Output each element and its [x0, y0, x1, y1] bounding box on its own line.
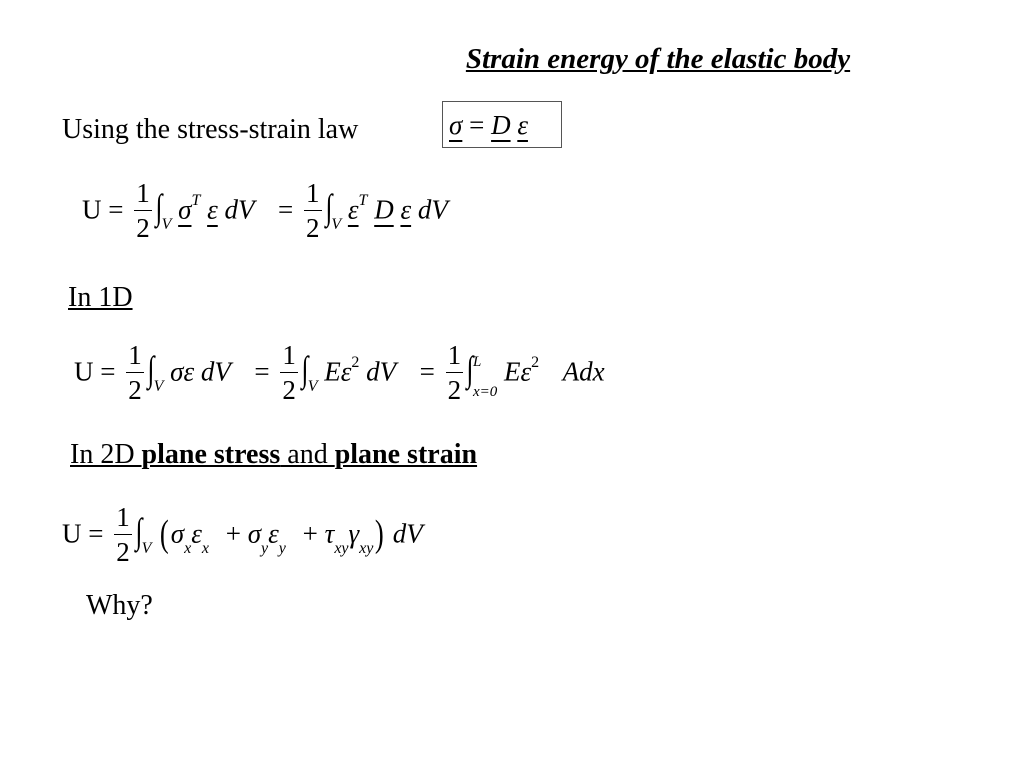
- eq3-integral: ∫: [135, 510, 143, 551]
- heading-2d-and: and: [280, 439, 335, 470]
- eq2-square: 2: [351, 353, 360, 371]
- eq3-tau: τ: [324, 518, 335, 549]
- eq1-equals-2: =: [278, 194, 294, 225]
- eq1-eps-2: ε: [400, 194, 412, 225]
- why-question: Why?: [86, 590, 153, 621]
- eq2-square-2: 2: [531, 353, 540, 371]
- eq2-eps: ε: [183, 356, 195, 387]
- eq1-limit-v-2: V: [331, 215, 342, 233]
- eq3-plus-2: +: [302, 518, 318, 549]
- eq3-sigma-x: σ: [170, 518, 185, 549]
- eq2-limit-v-2: V: [307, 377, 318, 395]
- eq3-plus: +: [225, 518, 241, 549]
- eq1-half-fraction-2: $\frac{1}{2}$: [306, 178, 320, 243]
- eq3-right-paren: ): [375, 512, 385, 555]
- law-d: D: [491, 110, 511, 140]
- eq2-upper-limit: L: [473, 353, 482, 370]
- eq1-d: D: [374, 194, 394, 225]
- slide-title: Strain energy of the elastic body: [465, 43, 851, 75]
- eq3-sub-y: y: [261, 539, 269, 557]
- eq2-half-fraction-3: $\frac{1}{2}$: [447, 340, 462, 405]
- stress-strain-law-equation: [449, 112, 528, 139]
- eq3-gamma: γ: [348, 518, 360, 549]
- eq2-adx: Adx: [562, 356, 605, 387]
- eq1-transpose: T: [191, 191, 201, 209]
- heading-1d: In 1D: [68, 282, 133, 313]
- strain-energy-general-equation: [82, 180, 448, 245]
- eq3-equals: =: [88, 518, 104, 549]
- eq1-limit-v: V: [161, 215, 172, 233]
- eq1-sigma: σ: [178, 194, 192, 225]
- eq2-eps-2: ε: [340, 356, 352, 387]
- eq2-eps-3: ε: [520, 356, 532, 387]
- eq1-transpose-2: T: [358, 191, 368, 209]
- eq2-integral-3: ∫: [466, 348, 474, 389]
- eq1-half-fraction: $\frac{1}{2}$: [136, 178, 150, 243]
- heading-2d-prefix: In 2D: [70, 439, 142, 470]
- heading-2d-plane-stress: plane stress: [141, 439, 281, 470]
- eq2-half-fraction-2: $\frac{1}{2}$: [282, 340, 296, 405]
- eq1-integral-2: ∫: [324, 186, 332, 227]
- eq3-sub-xy: xy: [334, 539, 349, 557]
- eq3-sub-x: x: [184, 539, 192, 557]
- eq3-u: U: [62, 518, 82, 549]
- eq2-e-2: E: [504, 356, 521, 387]
- eq3-sub-x-2: x: [201, 539, 209, 557]
- eq2-equals-3: =: [419, 356, 435, 387]
- eq2-integral-2: ∫: [301, 348, 309, 389]
- eq1-eps: ε: [207, 194, 218, 225]
- law-equals: =: [469, 110, 485, 140]
- eq2-half-fraction: $\frac{1}{2}$: [128, 340, 142, 405]
- eq2-lower-limit: x=0: [473, 383, 498, 400]
- eq2-limit-v: V: [153, 377, 164, 395]
- eq2-limits: [473, 347, 497, 407]
- law-eps: ε: [517, 110, 528, 140]
- eq2-sigma: σ: [170, 356, 184, 387]
- eq1-u: U: [82, 194, 102, 225]
- eq3-sub-y-2: y: [278, 539, 286, 557]
- eq2-equals: =: [100, 356, 116, 387]
- eq3-sigma-y: σ: [247, 518, 262, 549]
- eq3-eps-x: ε: [191, 518, 202, 549]
- eq3-half-fraction: $\frac{1}{2}$: [116, 502, 130, 567]
- strain-energy-2d-equation: [62, 504, 423, 569]
- eq2-dv-2: dV: [366, 356, 397, 387]
- eq3-left-paren: (: [160, 512, 169, 555]
- heading-2d-plane-strain: plane strain: [334, 439, 478, 470]
- eq2-dv: dV: [200, 356, 231, 387]
- eq1-equals: =: [108, 194, 124, 225]
- eq2-e: E: [324, 356, 341, 387]
- eq3-sub-xy-2: xy: [359, 539, 374, 557]
- intro-text: Using the stress-strain law: [62, 114, 359, 145]
- eq3-eps-y: ε: [268, 518, 279, 549]
- strain-energy-1d-equation: [74, 342, 605, 407]
- eq1-eps-t: ε: [347, 194, 359, 225]
- eq1-dv-2: dV: [417, 194, 448, 225]
- eq3-limit-v: V: [141, 539, 152, 557]
- eq2-u: U: [74, 356, 94, 387]
- eq2-integral: ∫: [147, 348, 155, 389]
- heading-2d: [70, 439, 477, 471]
- law-sigma: σ: [449, 110, 463, 140]
- eq1-dv: dV: [224, 194, 255, 225]
- eq3-dv: dV: [392, 518, 423, 549]
- eq1-integral: ∫: [155, 186, 163, 227]
- eq2-equals-2: =: [254, 356, 270, 387]
